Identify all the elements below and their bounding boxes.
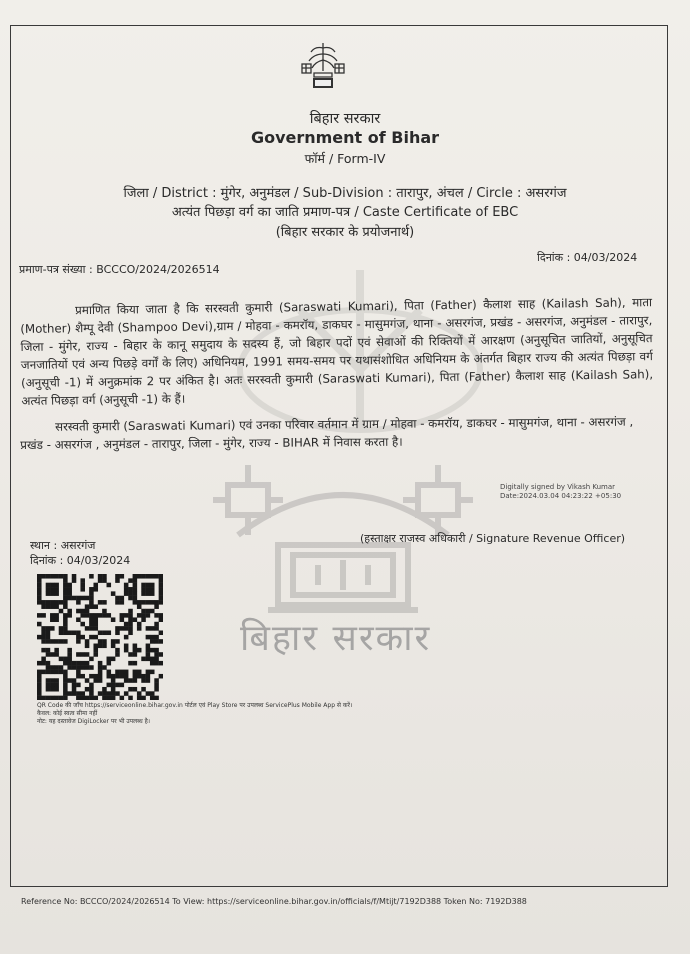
certificate-purpose: (बिहार सरकार के प्रयोजनार्थ) — [275, 225, 415, 240]
form-label: फॉर्म / Form-IV — [304, 151, 386, 166]
certificate-title: अत्यंत पिछड़ा वर्ग का जाति प्रमाण-पत्र / Caste Certificate of EBC — [171, 205, 519, 220]
qr-notes — [37, 702, 352, 726]
qr-note-line: QR Code की जाँच https://serviceonline.bihar.gov.in पोर्टल एवं Play Store पर उपलब्ध ServicePlus Mobile App से करें। — [37, 702, 353, 709]
signature-officer-label: (हस्ताक्षर राजस्व अधिकारी / Signature Revenue Officer) — [360, 532, 626, 545]
qr-note-line: नोट: यह दस्तावेज DigiLocker पर भी उपलब्ध है। — [37, 718, 151, 725]
digital-signature-block — [500, 483, 621, 501]
issue-date-top: दिनांक : 04/03/2024 — [537, 251, 638, 264]
issue-date-bottom: दिनांक : 04/03/2024 — [30, 554, 131, 567]
digital-signature-signer: Digitally signed by Vikash Kumar — [500, 483, 616, 491]
bihar-emblem-icon — [300, 40, 346, 92]
qr-note-line: कैवल: कोई स्वत्व सीमा नहीं — [37, 710, 98, 717]
title-hindi: बिहार सरकार — [309, 111, 381, 127]
residence-paragraph: सरस्वती कुमारी (Saraswati Kumari) एवं उनका परिवार वर्तमान में ग्राम / मोहवा - कमरॉय, डाकघर - मासुमगंज, थाना - असरगंज , प्रखंड - असरगंज , अनुमंडल - तारापुर, जिला - मुंगेर, राज्य - BIHAR में निवास करता है। — [20, 414, 634, 452]
place-label: स्थान : असरगंज — [30, 539, 96, 552]
district-line: जिला / District : मुंगेर, अनुमंडल / Sub-Division : तारापुर, अंचल / Circle : असरगंज — [123, 186, 567, 201]
digital-signature-date: Date:2024.03.04 04:23:22 +05:30 — [500, 492, 622, 500]
certification-paragraph: प्रमाणित किया जाता है कि सरस्वती कुमारी (Saraswati Kumari), पिता (Father) कैलाश साह (Kailash Sah), माता (Mother) शैम्पू देवी (Shampoo Devi),ग्राम / मोहवा - कमरॉय, डाकघर - मासुमगंज, थाना - असरगंज, प्रखंड - असरगंज, अनुमंडल - तारापुर, जिला - मुंगेर, राज्य - बिहार के कानू समुदाय के सदस्य हैं, जो बिहार पदों एवं सेवाओं की रिक्तियों में आरक्षण (अनुसूचित जातियों, अनुसूचित जनजातियों एवं अन्य पिछड़े वर्गों के लिए) अधिनियम, 1991 समय-समय पर यथासंशोधित अधिनियम के अंतर्गत बिहार राज्य की अत्यंत पिछड़ा वर्ग (अनुसूची -1) में अनुक्रमांक 2 पर अंकित है। अतः सरस्वती कुमारी (Saraswati Kumari), पिता (Father) कैलाश साह (Kailash Sah), अत्यंत पिछड़ा वर्ग (अनुसूची -1) के हैं। — [20, 295, 654, 408]
watermark-text: बिहार सरकार — [240, 618, 432, 659]
certificate-number: प्रमाण-पत्र संख्या : BCCCO/2024/2026514 — [19, 263, 220, 276]
qr-code — [37, 574, 163, 700]
footer-reference: Reference No: BCCCO/2024/2026514 To View: https://serviceonline.bihar.gov.in/officials/f/Mtijt/7192D388 Token No: 7192D388 — [21, 897, 527, 906]
title-english: Government of Bihar — [250, 128, 440, 147]
